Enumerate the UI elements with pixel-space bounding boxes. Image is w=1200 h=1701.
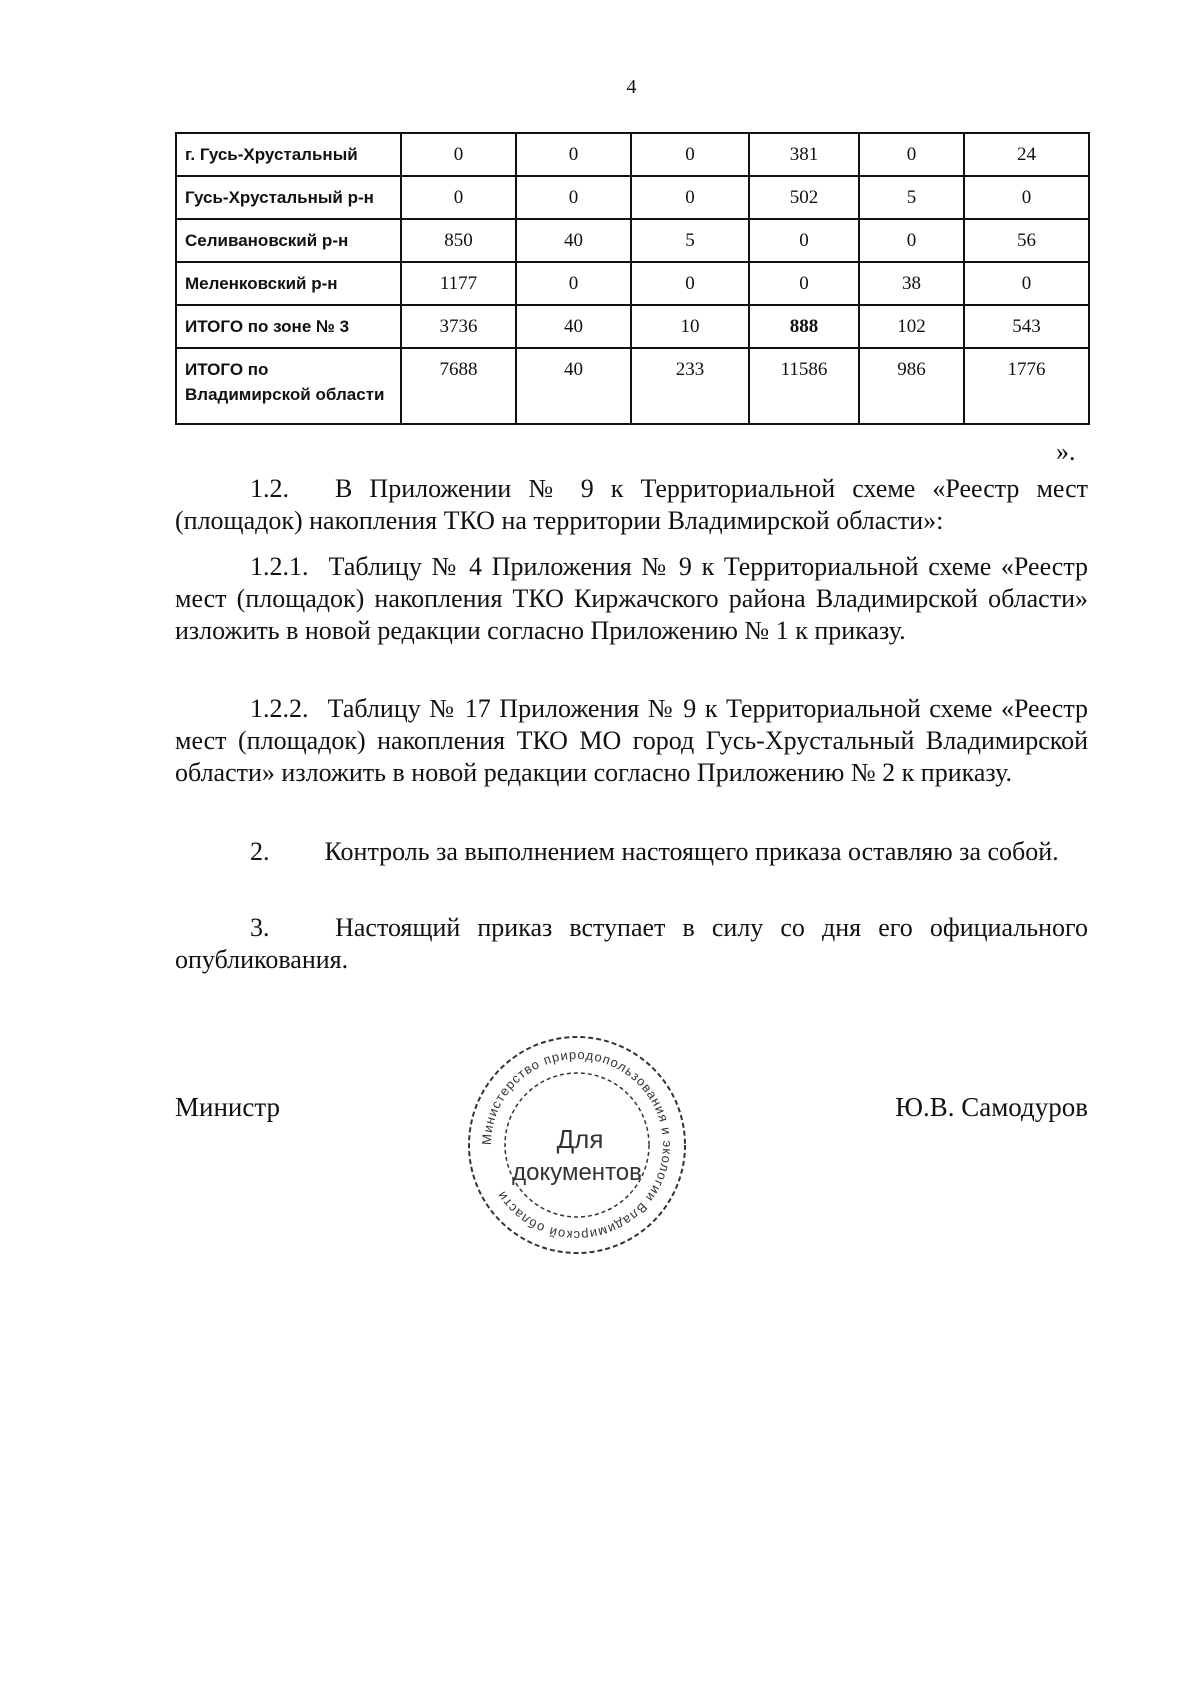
table-cell: 40: [516, 219, 631, 262]
stamp-ring-text: Министерство природопользования и экологии Владимирской области: [478, 1046, 676, 1244]
table-row: [176, 176, 1089, 219]
table-cell: 0: [631, 176, 749, 219]
signatory-position: Министр: [175, 1092, 280, 1122]
row-label: г. Гусь-Хрустальный: [176, 133, 401, 176]
table-row: [176, 133, 1089, 176]
table-cell: 0: [749, 262, 859, 305]
table-cell: 1776: [964, 348, 1089, 424]
paragraph-number: 2.: [250, 837, 270, 866]
table-cell: 888: [749, 305, 859, 348]
paragraph-number: 3.: [250, 913, 270, 942]
paragraph-text: Таблицу № 4 Приложения № 9 к Территориальной схеме «Реестр мест (площадок) накопления ТКО Киржачского района Владимирской области» изложить в новой редакции согласно Приложению № 1 к приказу.: [175, 552, 1088, 645]
table-cell: 0: [859, 219, 964, 262]
table-cell: 233: [631, 348, 749, 424]
table-cell: 38: [859, 262, 964, 305]
table-cell: 0: [964, 262, 1089, 305]
table-cell: 10: [631, 305, 749, 348]
table-cell: 56: [964, 219, 1089, 262]
table-cell: 0: [631, 262, 749, 305]
row-label: [176, 348, 401, 424]
closing-quote: ».: [1056, 437, 1076, 466]
stamp-center-line-2: документов: [512, 1159, 642, 1186]
row-label-line: ИТОГО по: [185, 360, 269, 379]
row-label: ИТОГО по зоне № 3: [176, 305, 401, 348]
table-cell: 102: [859, 305, 964, 348]
table-cell: 502: [749, 176, 859, 219]
table-cell: 986: [859, 348, 964, 424]
table-cell: 0: [859, 133, 964, 176]
paragraph-1-2-1: [175, 551, 1088, 647]
table-cell: 0: [964, 176, 1089, 219]
paragraph-2: [175, 836, 1088, 868]
summary-table: [175, 132, 1090, 425]
paragraph-number: 1.2.2.: [250, 694, 309, 723]
table-cell: 381: [749, 133, 859, 176]
table-cell: 5: [859, 176, 964, 219]
paragraph-1-2-2: [175, 693, 1088, 789]
row-label-line: Владимирской области: [185, 385, 385, 404]
table-cell: 11586: [749, 348, 859, 424]
paragraph-3: [175, 912, 1088, 976]
page-number: 4: [626, 76, 637, 98]
signatory-name: Ю.В. Самодуров: [895, 1092, 1088, 1122]
table-cell: 0: [749, 219, 859, 262]
row-label: Селивановский р-н: [176, 219, 401, 262]
table-row: [176, 219, 1089, 262]
paragraph-text: В Приложении № 9 к Территориальной схеме «Реестр мест (площадок) накопления ТКО на территории Владимирской области»:: [175, 474, 1088, 535]
row-label: Гусь-Хрустальный р-н: [176, 176, 401, 219]
paragraph-number: 1.2.1.: [250, 552, 309, 581]
row-label: Меленковский р-н: [176, 262, 401, 305]
table-row: [176, 262, 1089, 305]
stamp-center-line-1: Для: [556, 1124, 604, 1154]
table-cell: 24: [964, 133, 1089, 176]
table-cell: 5: [631, 219, 749, 262]
paragraph-text: Настоящий приказ вступает в силу со дня его официального опубликования.: [175, 913, 1089, 974]
paragraph-1-2: [175, 473, 1088, 537]
table-cell: 40: [516, 305, 631, 348]
table-cell: 0: [516, 133, 631, 176]
table-row-zone-total: [176, 305, 1089, 348]
table-cell: 850: [401, 219, 516, 262]
table-cell: 0: [401, 133, 516, 176]
paragraph-text: Контроль за выполнением настоящего приказа оставляю за собой.: [324, 837, 1059, 866]
table-cell: 7688: [401, 348, 516, 424]
table-cell: 0: [516, 262, 631, 305]
table-cell: 0: [631, 133, 749, 176]
table-cell: 0: [401, 176, 516, 219]
paragraph-number: 1.2.: [250, 474, 289, 503]
table-cell: 543: [964, 305, 1089, 348]
table-cell: 40: [516, 348, 631, 424]
table-cell: 3736: [401, 305, 516, 348]
paragraph-text: Таблицу № 17 Приложения № 9 к Территориальной схеме «Реестр мест (площадок) накопления ТКО МО город Гусь-Хрустальный Владимирской области» изложить в новой редакции согласно Приложению № 2 к приказу.: [175, 694, 1089, 787]
table-cell: 0: [516, 176, 631, 219]
table-cell: 1177: [401, 262, 516, 305]
table-row-region-total: [176, 348, 1089, 424]
official-stamp: [462, 1030, 692, 1260]
